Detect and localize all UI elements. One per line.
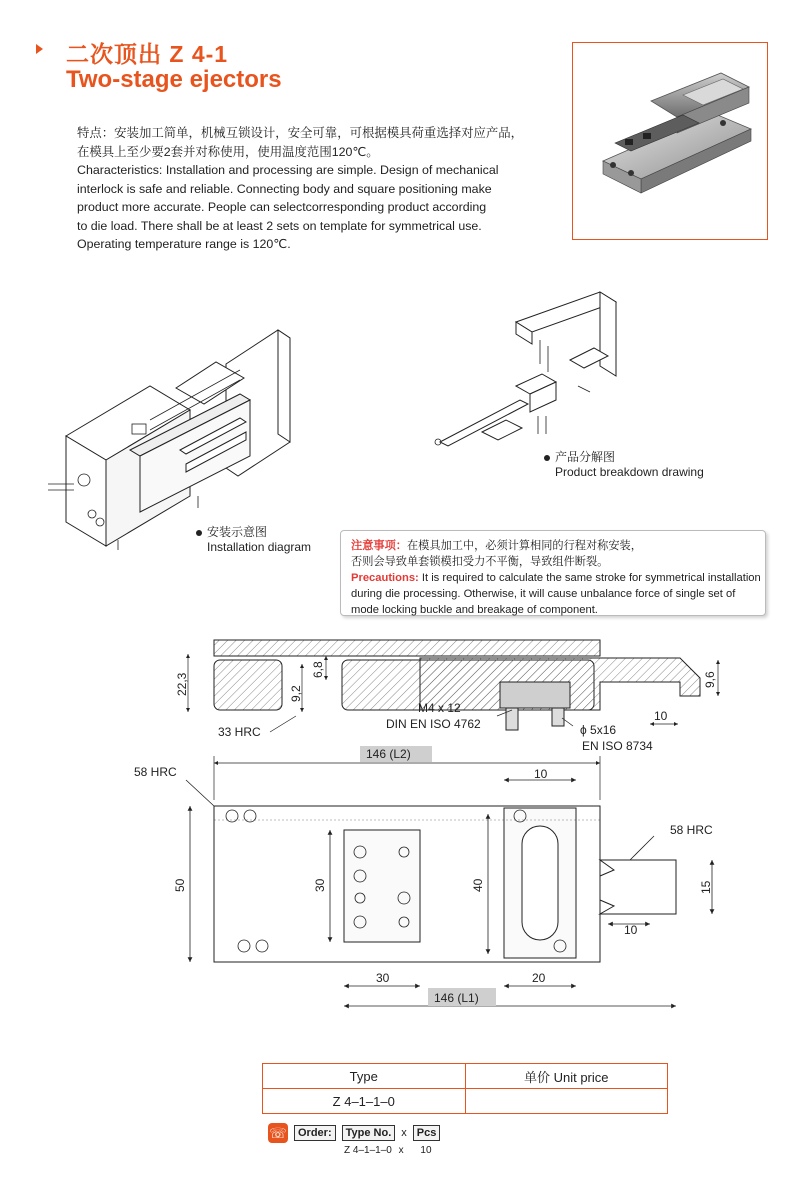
installation-caption [196, 525, 311, 555]
price-header: 单价 Unit price [465, 1064, 668, 1089]
dim-label: 30 [313, 878, 327, 892]
desc-line: 特点：安装加工简单，机械互锁设计，安全可靠，可根据模具荷重选择对应产品， [77, 126, 524, 140]
title-marker-icon [36, 44, 43, 54]
type-value: Z 4–1–1–0 [263, 1089, 466, 1114]
page-title-cn: 二次顶出 Z 4-1 [66, 41, 229, 67]
install-caption-cn: 安装示意图 [207, 525, 268, 539]
order-example [268, 1123, 440, 1156]
precautions-en-label: Precautions: [351, 572, 419, 584]
precautions-en-line2: during die processing. Otherwise, it will cause unbalance force of single set of [351, 588, 736, 600]
technical-drawing [0, 630, 800, 1030]
desc-line: 在模具上至少要2套并对称使用，使用温度范围120℃。 [77, 144, 379, 159]
hrc-label: 58 HRC [670, 823, 713, 837]
page-title-en: Two-stage ejectors [66, 66, 282, 93]
dim-label: 15 [699, 880, 713, 894]
dim-l1: 146 (L1) [434, 991, 479, 1005]
bullet-icon [544, 455, 550, 461]
times-sign: x [401, 1127, 407, 1139]
breakdown-caption-cn: 产品分解图 [555, 450, 616, 464]
precautions-en-line3: mode locking buckle and breakage of component. [351, 604, 598, 616]
type-no-label: Type No. [342, 1125, 396, 1141]
precautions-cn-line2: 否则会导致单套锁模扣受力不平衡，导致组件断裂。 [351, 556, 609, 568]
characteristics-text [77, 124, 547, 254]
dim-l2: 146 (L2) [366, 747, 411, 761]
dim-label: 20 [532, 971, 546, 985]
desc-line: Operating temperature range is 120℃. [77, 237, 291, 251]
dim-label: 10 [654, 709, 668, 723]
desc-line: interlock is safe and reliable. Connecting body and square positioning make [77, 181, 492, 196]
example-qty: 10 [420, 1145, 432, 1156]
type-header: Type [263, 1064, 466, 1089]
dim-label: 50 [173, 878, 187, 892]
phone-icon: ☏ [269, 1125, 287, 1141]
desc-line: Characteristics: Installation and processing are simple. Design of mechanical [77, 163, 499, 177]
type-price-table [262, 1063, 668, 1114]
dim-label: 40 [471, 878, 485, 892]
dim-label: 10 [624, 923, 638, 937]
example-type: Z 4–1–1–0 [344, 1145, 392, 1156]
product-photo-render [573, 43, 767, 239]
hrc-label: 33 HRC [218, 725, 261, 739]
precautions-cn-label: 注意事项： [351, 540, 407, 552]
pin-spec: ϕ 5x16 [580, 723, 617, 737]
order-label: Order: [294, 1125, 336, 1141]
precautions-box [340, 530, 766, 616]
bullet-icon [196, 530, 202, 536]
example-times: x [398, 1145, 404, 1156]
precautions-en-line1: It is required to calculate the same stroke for symmetrical installation [418, 572, 761, 584]
breakdown-caption-en: Product breakdown drawing [555, 465, 704, 479]
precautions-cn-line1: 在模具加工中，必须计算相同的行程对称安装， [406, 540, 642, 552]
dim-label: 22,3 [175, 672, 189, 696]
screw-standard: DIN EN ISO 4762 [386, 717, 481, 731]
installation-diagram [40, 300, 350, 560]
breakdown-caption [544, 450, 704, 480]
dim-label: 9,2 [289, 685, 303, 702]
desc-line: to die load. There shall be at least 2 sets on template for symmetrical use. [77, 218, 482, 233]
product-photo [572, 42, 768, 240]
dim-label: 6,8 [311, 661, 325, 678]
install-caption-en: Installation diagram [207, 540, 312, 554]
hrc-label: 58 HRC [134, 765, 177, 779]
table-row [263, 1089, 668, 1114]
table-header-row [263, 1064, 668, 1089]
dim-label: 10 [534, 767, 548, 781]
pin-standard: EN ISO 8734 [582, 739, 653, 753]
dim-label: 9,6 [703, 671, 717, 688]
dim-label: 30 [376, 971, 390, 985]
price-value [465, 1089, 668, 1114]
pcs-label: Pcs [413, 1125, 441, 1141]
breakdown-diagram [430, 282, 640, 454]
screw-spec: M4 x 12 [418, 701, 461, 715]
desc-line: product more accurate. People can selectcorresponding product according [77, 200, 487, 214]
